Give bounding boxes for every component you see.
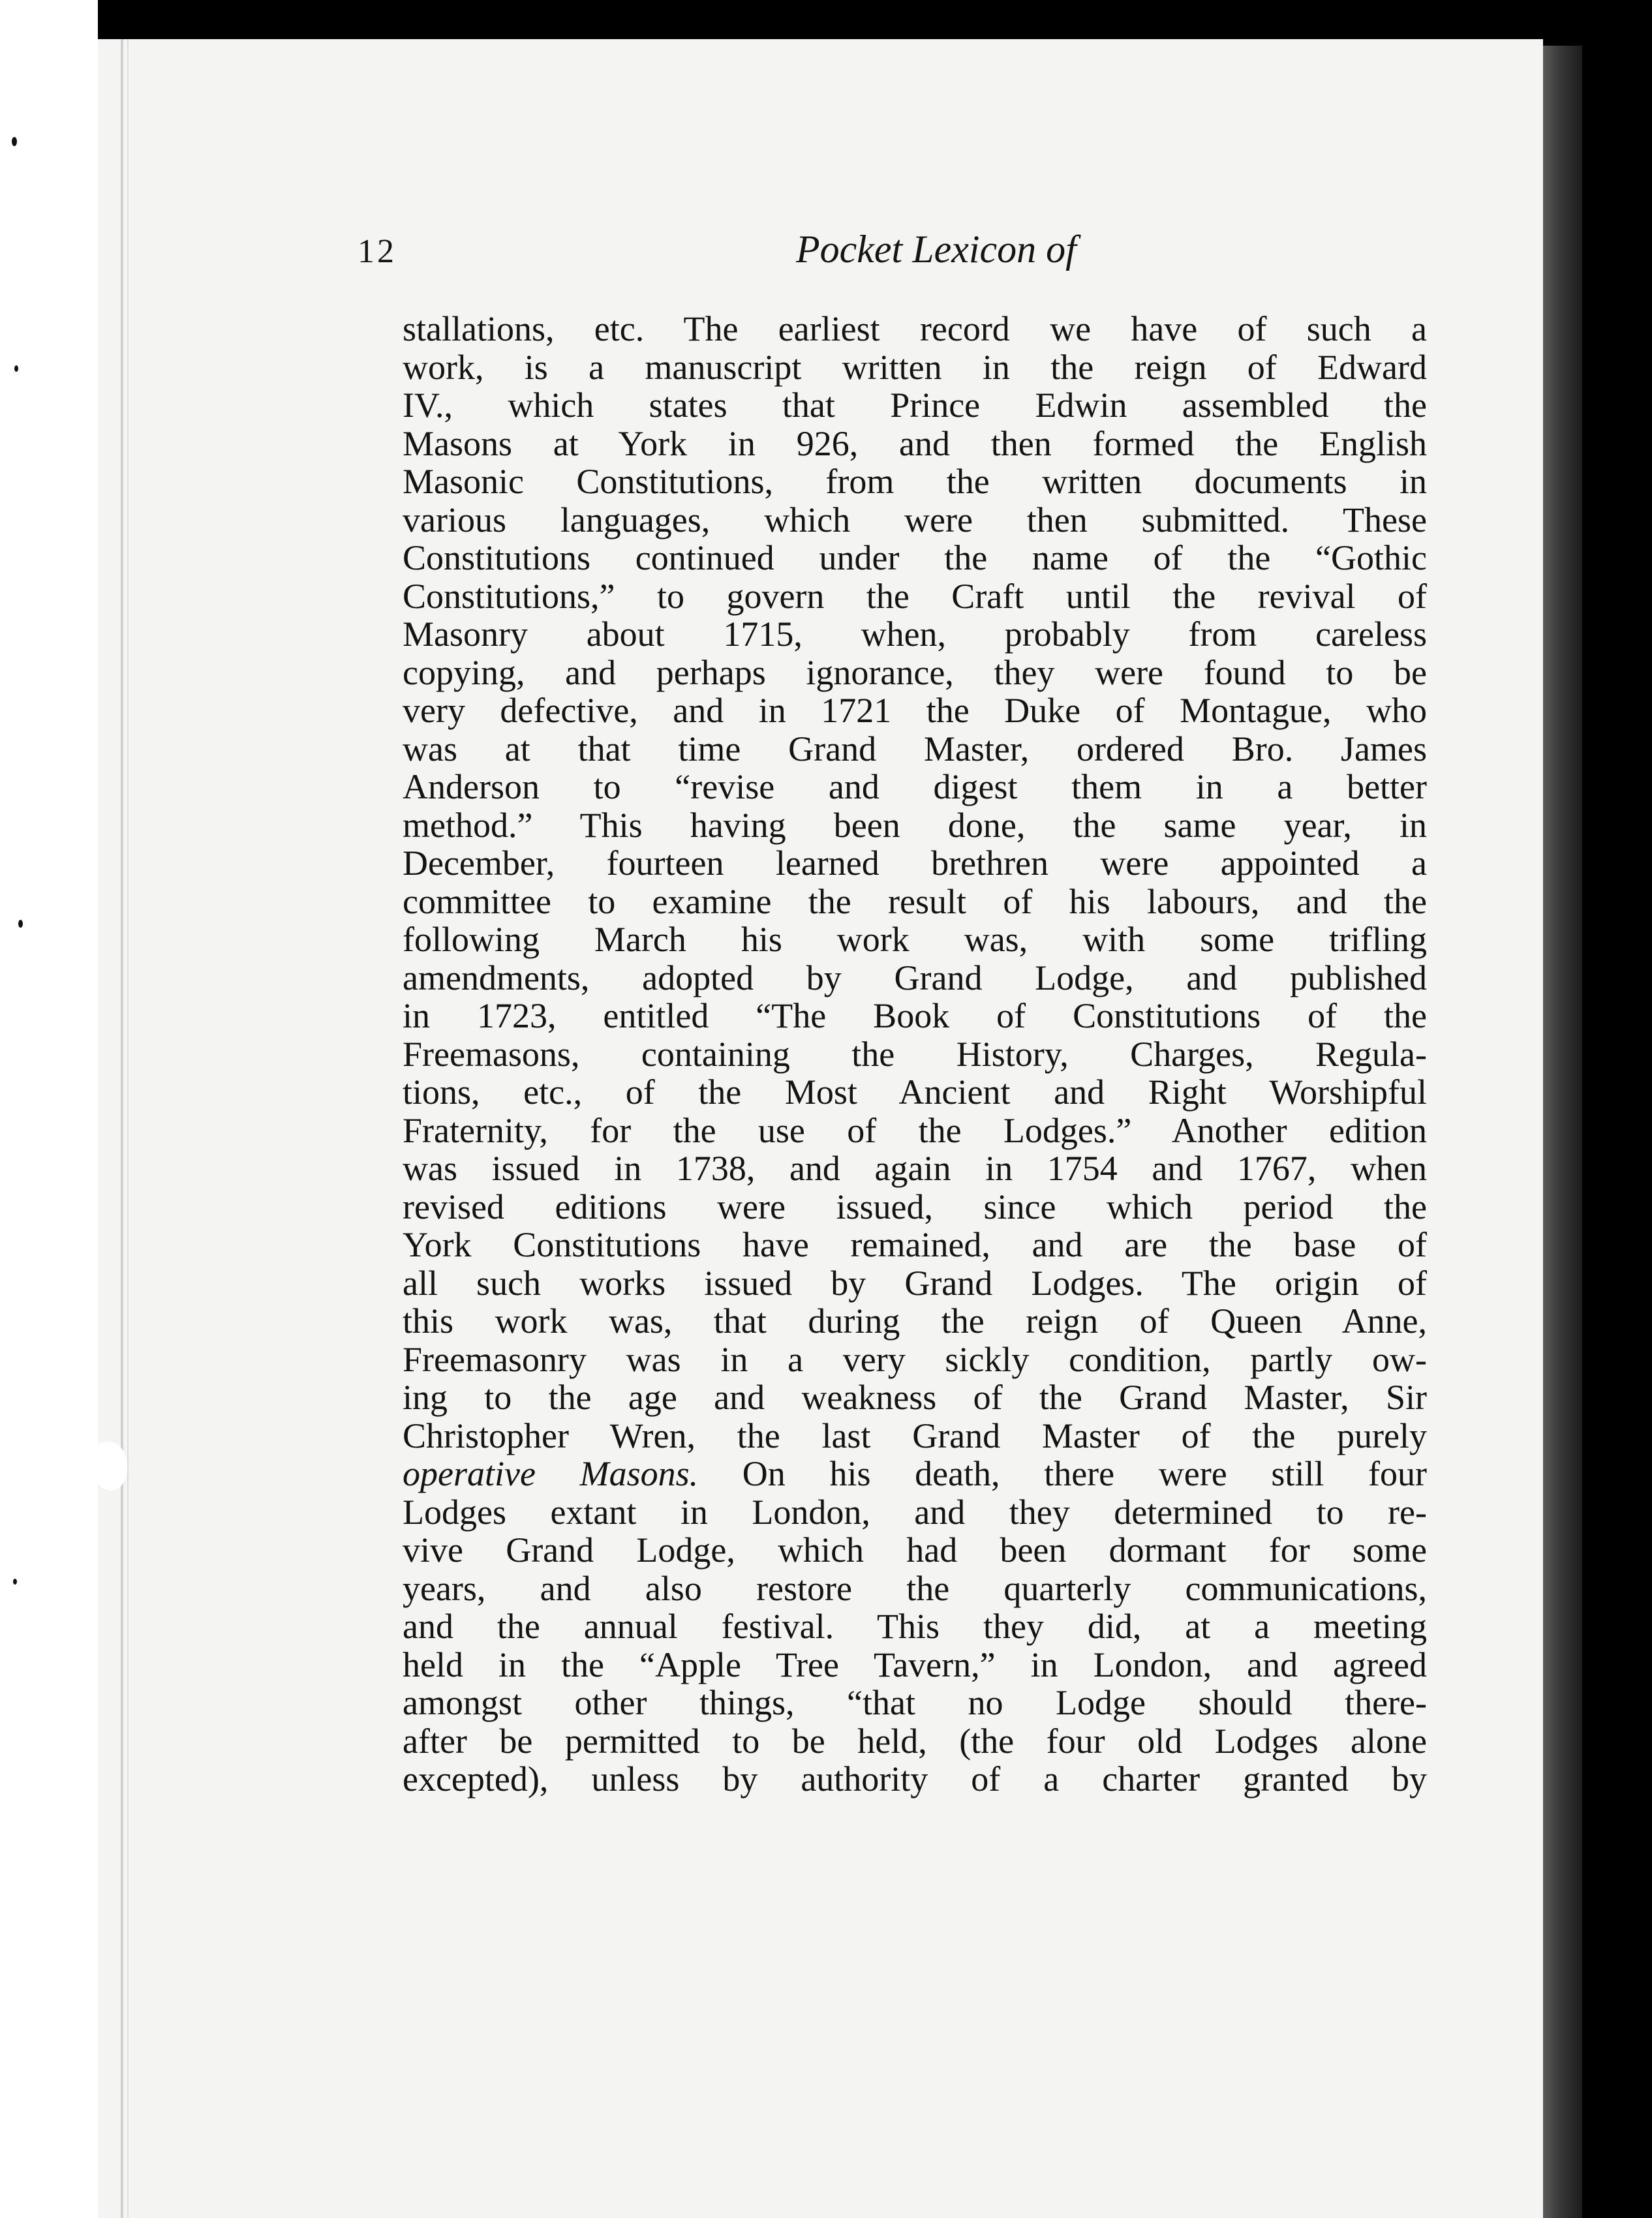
text-line: was issued in 1738, and again in 1754 and 1767, when xyxy=(403,1149,1427,1188)
page-number: 12 xyxy=(358,233,397,270)
text-line: Anderson to “revise and digest them in a better xyxy=(403,767,1427,806)
text-line: very defective, and in 1721 the Duke of Montague, who xyxy=(403,691,1427,730)
text-line: excepted), unless by authority of a charter granted by xyxy=(403,1759,1427,1799)
text-line: all such works issued by Grand Lodges. The origin of xyxy=(403,1263,1427,1303)
text-line: Fraternity, for the use of the Lodges.” Another edition xyxy=(403,1110,1427,1150)
text-line: ing to the age and weakness of the Grand Master, Sir xyxy=(403,1378,1427,1417)
text-line: this work was, that during the reign of Queen Anne, xyxy=(403,1301,1427,1341)
text-line: was at that time Grand Master, ordered Bro. James xyxy=(403,729,1427,768)
text-line: Masons at York in 926, and then formed the English xyxy=(403,423,1427,463)
text-line: IV., which states that Prince Edwin assembled the xyxy=(403,386,1427,425)
body-text xyxy=(403,310,1427,1799)
text-line: Masonry about 1715, when, probably from careless xyxy=(403,615,1427,654)
text-line: stallations, etc. The earliest record we have of such a xyxy=(403,309,1427,348)
text-line: held in the “Apple Tree Tavern,” in London, and agreed xyxy=(403,1645,1427,1684)
text-line: after be permitted to be held, (the four old Lodges alone xyxy=(403,1721,1427,1761)
text-line: years, and also restore the quarterly communications, xyxy=(403,1568,1427,1608)
scan-speck xyxy=(13,1579,17,1585)
text-line: and the annual festival. This they did, at a meeting xyxy=(403,1607,1427,1646)
text-line: copying, and perhaps ignorance, they were found to be xyxy=(403,652,1427,692)
page-fold-line xyxy=(127,39,129,2218)
scan-speck xyxy=(14,365,18,372)
text-line: Constitutions,” to govern the Craft until the revival of xyxy=(403,576,1427,616)
text-line: Christopher Wren, the last Grand Master of the purely xyxy=(403,1416,1427,1455)
text-line: amendments, adopted by Grand Lodge, and published xyxy=(403,958,1427,997)
text-line: York Constitutions have remained, and are the base of xyxy=(403,1225,1427,1264)
text-line: tions, etc., of the Most Ancient and Right Worshipful xyxy=(403,1072,1427,1112)
text-line: revised editions were issued, since which period the xyxy=(403,1187,1427,1226)
running-title: Pocket Lexicon of xyxy=(796,228,1077,271)
text-line: Masonic Constitutions, from the written documents in xyxy=(403,462,1427,501)
text-line: Lodges extant in London, and they determined to re- xyxy=(403,1492,1427,1532)
scan-margin xyxy=(0,0,98,2218)
page-edge-shadow xyxy=(1543,46,1582,2218)
text-line: method.” This having been done, the same year, in xyxy=(403,805,1427,845)
text-line: December, fourteen learned brethren were appointed a xyxy=(403,843,1427,883)
text-line-italic-start xyxy=(403,1455,1427,1493)
text-line: Freemasonry was in a very sickly condition, partly ow- xyxy=(403,1339,1427,1379)
page-header xyxy=(358,202,1460,281)
text-line: work, is a manuscript written in the reign of Edward xyxy=(403,347,1427,387)
text-line: amongst other things, “that no Lodge should there- xyxy=(403,1683,1427,1722)
text-line: various languages, which were then submitted. These xyxy=(403,500,1427,539)
text-line: committee to examine the result of his labours, and the xyxy=(403,881,1427,921)
text-line: in 1723, entitled “The Book of Constitutions of the xyxy=(403,996,1427,1035)
text-line: Freemasons, containing the History, Charges, Regula- xyxy=(403,1034,1427,1074)
text-line: following March his work was, with some trifling xyxy=(403,920,1427,959)
italic-phrase: operative Masons. xyxy=(403,1454,699,1493)
text-line: vive Grand Lodge, which had been dormant for some xyxy=(403,1530,1427,1570)
scan-speck xyxy=(12,137,17,146)
text-line: Constitutions continued under the name of the “Gothic xyxy=(403,538,1427,577)
scan-speck xyxy=(18,920,23,928)
text-line-rest: On his death, there were still four xyxy=(742,1454,1428,1493)
page-fold-line xyxy=(121,39,123,2218)
